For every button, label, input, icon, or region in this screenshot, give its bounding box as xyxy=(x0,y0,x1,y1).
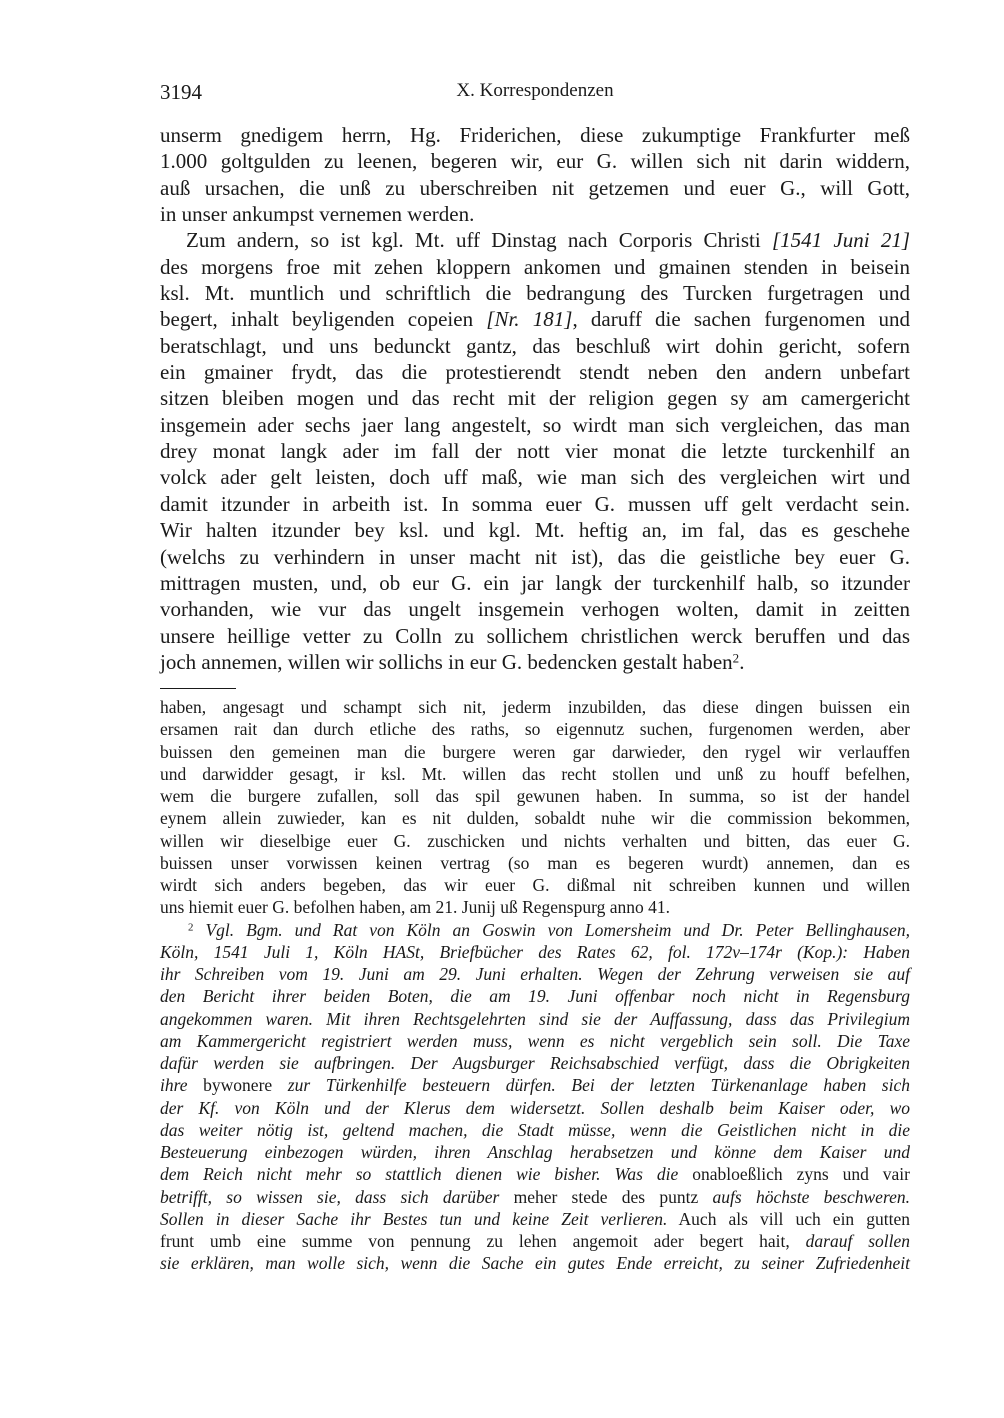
page-header xyxy=(160,80,910,106)
text-segment: ksl. Mt. muntlich und schriftlich die bedrangung des Turcken furgetragen und xyxy=(160,281,910,306)
text-segment: Zum andern, so ist kgl. Mt. uff Dinstag nach Corporis Christi xyxy=(186,228,772,253)
footnote-line xyxy=(160,741,910,763)
text-segment: buissen unser vorwissen keinen vertrag (so man es begeren wurdt) annemen, dan es xyxy=(160,852,910,873)
footnote-line xyxy=(160,874,910,896)
italic-text: [Nr. 181] xyxy=(486,307,573,332)
text-segment: joch annemen, willen wir sollichs in eur G. bedencken gestalt haben xyxy=(160,649,733,674)
italic-text: sie erklären, man wolle sich, wenn die Sache ein gutes Ende erreicht, zu seiner Zufriedenheit xyxy=(160,1253,910,1274)
text-segment: des morgens froe mit zehen kloppern ankomen und gmainen stenden in beisein xyxy=(160,254,910,279)
main-text-line xyxy=(160,570,910,596)
italic-text: das weiter nötig ist, geltend machen, die Stadt müsse, wenn die Geistlichen nicht in die xyxy=(160,1119,910,1140)
main-text-line xyxy=(160,280,910,306)
italic-text: Köln, 1541 Juli 1, Köln HASt, Briefbücher des Rates 62, fol. 172v–174r (Kop.): Haben xyxy=(160,941,910,962)
footnote-line xyxy=(160,1186,910,1208)
text-segment: auß ursachen, die unß zu uberschreiben nit getzemen und euer G., will Gott, xyxy=(160,175,910,200)
italic-text: Vgl. Bgm. und Rat von Köln an Goswin von Lomersheim und Dr. Peter Bellinghausen, xyxy=(205,919,910,940)
main-text-line xyxy=(160,333,910,359)
text-segment: bywonere xyxy=(203,1075,273,1096)
main-text-line xyxy=(160,649,910,675)
footnote-line xyxy=(160,718,910,740)
text-segment: in unser ankumpst vernemen werden. xyxy=(160,202,475,227)
main-text-line xyxy=(160,148,910,174)
footnote-line xyxy=(160,1252,910,1274)
text-segment: uns hiemit euer G. befolhen haben, am 21. Junij uß Regenspurg anno 41. xyxy=(160,897,670,918)
footnote-separator xyxy=(160,688,236,689)
main-text-line xyxy=(160,306,910,332)
main-text-line xyxy=(160,491,910,517)
text-segment: ersamen rait dan durch etliche des raths, so eigennutz suchen, furgenomen werden, aber xyxy=(160,719,910,740)
footnote-line xyxy=(160,985,910,1007)
footnote-line xyxy=(160,1163,910,1185)
main-text-line xyxy=(160,464,910,490)
text-segment: drey monat langk ader im fall der nott vier monat die letzte turckenhilf an xyxy=(160,439,910,464)
italic-text: [1541 Juni 21] xyxy=(771,228,910,253)
footnote-line xyxy=(160,1030,910,1052)
footnote-line xyxy=(160,830,910,852)
main-text-line xyxy=(160,412,910,438)
main-text-line xyxy=(160,254,910,280)
italic-text: betrifft, so wissen sie, dass sich darüber xyxy=(160,1186,514,1207)
main-text-line xyxy=(160,596,910,622)
footnote-line xyxy=(160,1208,910,1230)
italic-text: ihre xyxy=(160,1075,204,1096)
text-segment: volck ader gelt leisten, doch uff maß, wie man sich des vergleichen wirt und xyxy=(160,465,910,490)
italic-text: zur Türkenhilfe besteuern dürfen. Bei der letzten Türkenanlage haben sich xyxy=(272,1075,910,1096)
main-text-line xyxy=(160,544,910,570)
footnote-line xyxy=(160,896,910,918)
footnote-line xyxy=(160,1119,910,1141)
main-text-line xyxy=(160,438,910,464)
text-segment: Auch als vill uch ein gutten xyxy=(667,1208,910,1229)
text-segment: frunt umb eine summe von pennung zu lehen angemoit ader begert hait, xyxy=(160,1231,806,1251)
italic-text: dem Reich nicht mehr so stattlich dienen wie bisher. Was die xyxy=(160,1164,693,1185)
running-title: X. Korrespondenzen xyxy=(456,80,614,101)
main-text-line xyxy=(160,122,910,148)
main-text-line xyxy=(160,359,910,385)
footnote-line xyxy=(160,852,910,874)
italic-text: angekommen waren. Mit ihren Rechtsgelehrten sind sie der Auffassung, dass das Privilegium xyxy=(160,1008,910,1029)
footnote-line xyxy=(160,785,910,807)
text-segment: Wir halten itzunder bey ksl. und kgl. Mt. heftig an, im fal, das es geschehe xyxy=(160,518,910,543)
text-segment: 1.000 goltgulden zu leenen, begeren wir, eur G. willen sich nit darin widdern, xyxy=(160,149,910,174)
text-segment: buissen den gemeinen man die burgere weren gar darwieder, den rygel wir verlauffen xyxy=(160,741,910,762)
text-segment: damit itzunder in arbeith ist. In somma euer G. mussen uff gelt verdacht sein. xyxy=(160,491,910,516)
main-text xyxy=(160,122,910,675)
footnote-line xyxy=(160,1230,910,1252)
main-text-line xyxy=(160,623,910,649)
page-number: 3194 xyxy=(160,80,202,104)
italic-text: den Bericht ihrer beiden Boten, die am 19. Juni offenbar noch nicht in Regensburg xyxy=(160,986,910,1007)
footnote-line xyxy=(160,1141,910,1163)
footnote-line xyxy=(160,963,910,985)
main-text-line xyxy=(160,175,910,201)
text-segment: unserm gnedigem herrn, Hg. Friderichen, diese zukumptige Frankfurter meß xyxy=(160,123,910,147)
text-segment: wem die burgere zufallen, soll das spil gewunen haben. In summa, so ist der handel xyxy=(160,786,910,806)
text-segment xyxy=(193,920,205,940)
text-segment: sitzen bleiben mogen und das recht mit der religion gegen sy am camergericht xyxy=(160,386,910,411)
main-text-line xyxy=(160,517,910,543)
footnote-line xyxy=(160,1052,910,1074)
text-segment: haben, angesagt und schampt sich nit, jederm inzubilden, das diese dingen buissen ein xyxy=(160,697,910,717)
italic-text: darauf sollen xyxy=(805,1231,910,1251)
footnote-reference: 2 xyxy=(732,650,740,666)
footnote-line xyxy=(160,1008,910,1030)
text-segment: unsere heillige vetter zu Colln zu sollichem christlichen werck beruffen und das xyxy=(160,623,910,648)
text-segment: insgemein ader sechs jaer lang angestelt, so wirdt man sich vergleichen, das man xyxy=(160,412,910,437)
text-segment: und darwidder gesagt, ir ksl. Mt. willen das recht stollen und unß zu houff befelhen, xyxy=(160,763,910,784)
text-segment: onabloeßlich zyns und vair xyxy=(692,1164,910,1185)
footnote-line xyxy=(160,763,910,785)
text-segment: willen wir dieselbige euer G. zuschicken und nichts verhalten und bitten, das euer G. xyxy=(160,830,910,851)
text-segment: wirdt sich anders begeben, das wir euer G. dißmal nit schreiben kunnen und willen xyxy=(160,875,910,895)
text-segment: , daruff die sachen furgenomen und xyxy=(572,307,910,332)
footnote-reference: 2 xyxy=(188,921,194,934)
text-segment: meher stede des puntz xyxy=(513,1186,713,1207)
footnote-line xyxy=(160,807,910,829)
main-text-line xyxy=(160,385,910,411)
text-segment: beratschlagt, und uns bedunckt gantz, das beschluß wirt dohin gericht, sofern xyxy=(160,333,910,358)
italic-text: ihr Schreiben vom 19. Juni am 29. Juni erhalten. Wegen der Zehrung verweisen sie auf xyxy=(160,964,910,984)
italic-text: aufs höchste beschweren. xyxy=(712,1186,911,1207)
text-segment: ein gmainer frydt, das die protestierendt stendt neben den andern unbefart xyxy=(160,360,910,385)
text-segment: (welchs zu verhindern in unser macht nit ist), das die geistliche bey euer G. xyxy=(160,544,910,569)
italic-text: dafür werden sie aufbringen. Der Augsburger Reichsabschied verfügt, dass die Obrigkeiten xyxy=(160,1053,910,1073)
main-text-line xyxy=(160,227,910,253)
footnote-line xyxy=(160,941,910,963)
italic-text: am Kammergericht registriert werden muss, wenn es nicht vergeblich sein soll. Die Taxe xyxy=(160,1030,910,1051)
footnote-line xyxy=(160,696,910,718)
text-segment: eynem allein zuwieder, kan es nit dulden, sobaldt nuhe wir die commission bekommen, xyxy=(160,808,910,829)
text-segment: vorhanden, wie vur das ungelt insgemein verhogen wolten, damit in zeitten xyxy=(160,597,910,622)
footnote-line xyxy=(160,1097,910,1119)
italic-text: der Kf. von Köln und der Klerus dem widersetzt. Sollen deshalb beim Kaiser oder, wo xyxy=(160,1097,910,1118)
main-text-line xyxy=(160,201,910,227)
footnotes xyxy=(160,696,910,1275)
text-segment: . xyxy=(739,649,745,674)
footnote-line xyxy=(160,919,910,941)
footnote-line xyxy=(160,1074,910,1096)
italic-text: Sollen in dieser Sache ihr Bestes tun und keine Zeit verlieren. xyxy=(160,1208,668,1229)
italic-text: Besteuerung einbezogen würden, ihren Anschlag herabsetzen und könne dem Kaiser und xyxy=(160,1142,910,1162)
text-segment: begert, inhalt beyligenden copeien xyxy=(160,307,487,332)
text-segment: mittragen musten, und, ob eur G. ein jar langk der turckenhilf halb, so itzunder xyxy=(160,570,910,595)
